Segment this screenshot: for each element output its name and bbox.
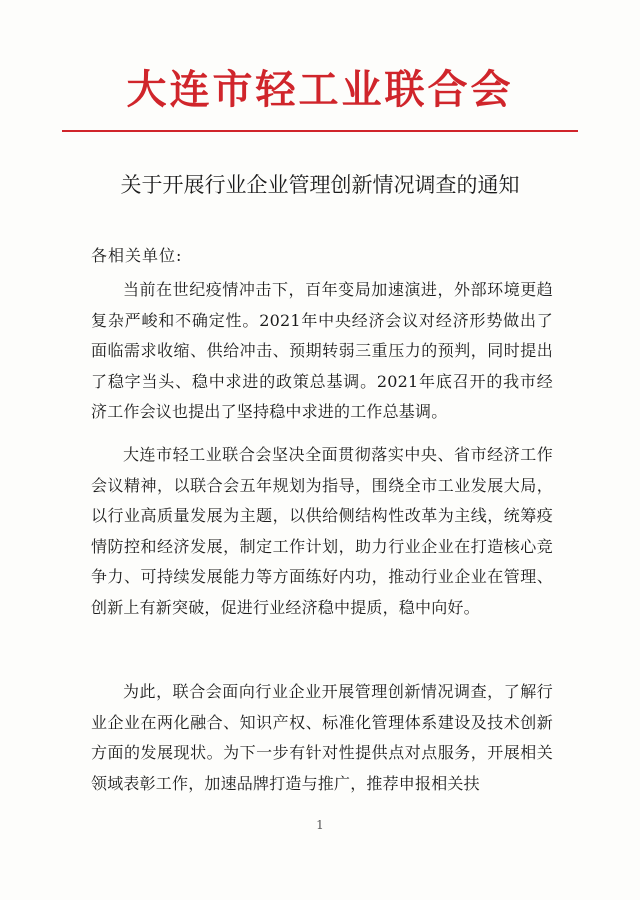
body-paragraph-1: 当前在世纪疫情冲击下，百年变局加速演进，外部环境更趋复杂严峻和不确定性。2021年中央经济会议对经济形势做出了面临需求收缩、供给冲击、预期转弱三重压力的预判，同时提出了稳字当头、稳中求进的政策总基调。2021年底召开的我市经济工作会议也提出了坚持稳中求进的工作总基调。 [91,280,553,421]
body-paragraph-3: 为此，联合会面向行业企业开展管理创新情况调查，了解行业企业在两化融合、知识产权、标准化管理体系建设及技术创新方面的发展现状。为下一步有针对性提供点对点服务，开展相关领域表彰工作，加速品牌打造与推广，推荐申报相关扶 [91,682,553,793]
letterhead-divider [62,130,578,132]
page-number: 1 [316,818,324,832]
body-paragraph-2: 大连市轻工业联合会坚决全面贯彻落实中央、省市经济工作会议精神，以联合会五年规划为指导，围绕全市工业发展大局，以行业高质量发展为主题，以供给侧结构性改革为主线，统筹疫情防控和经济发展，制定工作计划，助力行业企业在打造核心竞争力、可持续发展能力等方面练好内功，推动行业企业在管理、创新上有新突破，促进行业经济稳中提质，稳中向好。 [91,445,553,617]
salutation: 各相关单位: [91,246,183,265]
document-title: 关于开展行业企业管理创新情况调查的通知 [120,173,520,197]
letterhead-title: 大连市轻工业联合会 [126,67,514,113]
